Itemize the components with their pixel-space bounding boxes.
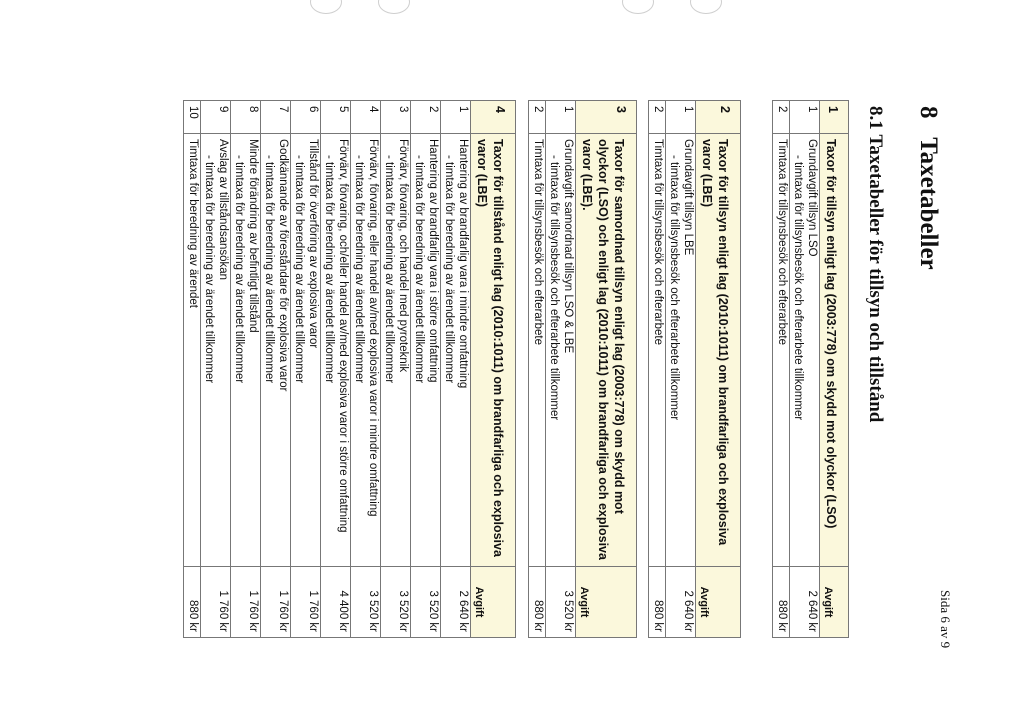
row-fee: 2 640 kr [441,567,471,638]
row-text: Grundavgift tillsyn LSO [806,139,818,257]
row-fee: 1 760 kr [291,567,321,638]
row-note: - timtaxa för beredning av ärendet tillkommer [443,155,456,384]
table-number: 2 [696,101,741,134]
row-note: - timtaxa för beredning av ärendet tillkommer [323,155,336,384]
row-number: 2 [649,101,666,134]
table-row [321,101,351,638]
row-note: - timtaxa för tillsynsbesök och efterarbete tillkommer [792,155,805,421]
row-note: - timtaxa för beredning av ärendet tillkommer [293,155,306,384]
row-text: Timtaxa för beredning av ärendet [187,139,199,308]
row-text: Timtaxa för tillsynsbesök och efterarbete [652,139,664,346]
row-number: 8 [231,101,261,134]
row-description [201,134,231,567]
chapter-number: 8 [915,106,942,119]
section-title: Taxetabeller för tillsyn och tillstånd [865,134,886,423]
chapter-heading [914,106,942,270]
row-number: 3 [381,101,411,134]
row-description [261,134,291,567]
row-number: 6 [291,101,321,134]
table-row [201,101,231,638]
row-text: Timtaxa för tillsynsbesök och efterarbete [776,139,788,346]
table-row [261,101,291,638]
row-note: - timtaxa för beredning av ärendet tillkommer [233,155,246,384]
row-note: - timtaxa för tillsynsbesök och efterarbete tillkommer [668,155,681,421]
row-fee: 880 kr [184,567,201,638]
row-number: 1 [790,101,820,134]
table-title: Taxor för samordnad tillsyn enligt lag (2003:778) om skydd mot olyckor (LSO) och enligt lag (2010:1011) om brandfarliga och explosiva varor (LBE). [576,134,637,567]
row-text: Avslag av tillståndsansökan [217,139,229,281]
table-row [184,101,201,638]
table-row [441,101,471,638]
row-text: Grundavgift tillsyn LBE [682,139,694,256]
row-description [529,134,546,567]
section-heading [864,106,886,422]
row-number: 1 [666,101,696,134]
row-number: 10 [184,101,201,134]
row-text: Hantering av brandfarlig vara i större omfattning [427,139,439,383]
row-fee: 880 kr [529,567,546,638]
row-number: 2 [411,101,441,134]
fee-column-header: Avgift [471,567,516,638]
table-row [411,101,441,638]
row-text: Godkännande av föreståndare för explosiva varor [277,139,289,392]
row-description [441,134,471,567]
row-fee: 1 760 kr [201,567,231,638]
row-text: Förvärv, förvaring, och/eller handel av/med explosiva varor i större omfattning [337,139,349,533]
fee-table [529,100,638,638]
table-number: 4 [471,101,516,134]
table-row [529,101,546,638]
table-title: Taxor för tillsyn enligt lag (2010:1011) om brandfarliga och explosiva varor (LBE) [696,134,741,567]
table-title: Taxor för tillsyn enligt lag (2003:778) om skydd mot olyckor (LSO) [820,134,849,567]
row-number: 2 [773,101,790,134]
row-text: Hantering av brandfarlig vara i mindre omfattning [457,139,469,389]
row-fee: 2 640 kr [666,567,696,638]
row-text: Mindre förändring av befintligt tillstånd [247,139,259,333]
table-header-row [696,101,741,638]
row-fee: 2 640 kr [790,567,820,638]
table-row [649,101,666,638]
row-description [231,134,261,567]
row-fee: 3 520 kr [351,567,381,638]
row-number: 9 [201,101,231,134]
table-header-row [471,101,516,638]
row-fee: 1 760 kr [261,567,291,638]
row-note: - timtaxa för tillsynsbesök och efterarbete tillkommer [548,155,561,421]
row-note: - timtaxa för beredning av ärendet tillkommer [353,155,366,384]
row-description [351,134,381,567]
row-note: - timtaxa för beredning av ärendet tillkommer [263,155,276,384]
fee-column-header: Avgift [576,567,637,638]
row-description [381,134,411,567]
row-number: 1 [546,101,576,134]
table-row [231,101,261,638]
row-note: - timtaxa för beredning av ärendet tillkommer [203,155,216,384]
chapter-title: Taxetabeller [915,137,942,270]
row-description [291,134,321,567]
row-fee: 3 520 kr [411,567,441,638]
row-note: - timtaxa för beredning av ärendet tillkommer [383,155,396,384]
row-note: - timtaxa för beredning av ärendet tillkommer [413,155,426,384]
fee-column-header: Avgift [696,567,741,638]
row-fee: 3 520 kr [546,567,576,638]
table-row [666,101,696,638]
row-number: 1 [441,101,471,134]
row-description [184,134,201,567]
row-description [666,134,696,567]
row-fee: 880 kr [649,567,666,638]
table-number: 1 [820,101,849,134]
fee-table [649,100,742,638]
row-fee: 1 760 kr [231,567,261,638]
row-number: 7 [261,101,291,134]
row-number: 4 [351,101,381,134]
fee-column-header: Avgift [820,567,849,638]
table-row [790,101,820,638]
table-row [351,101,381,638]
table-title: Taxor för tillstånd enligt lag (2010:1011) om brandfarliga och explosiva varor (LBE) [471,134,516,567]
row-description [321,134,351,567]
fee-table [773,100,850,638]
row-description [546,134,576,567]
row-text: Tillstånd för överföring av explosiva varor [307,139,319,349]
row-description [773,134,790,567]
table-row [291,101,321,638]
fee-table [184,100,517,638]
row-description [411,134,441,567]
row-fee: 3 520 kr [381,567,411,638]
table-row [546,101,576,638]
row-text: Förvärv, förvaring, och handel med pyroteknik [397,139,409,373]
table-header-row [820,101,849,638]
table-number: 3 [576,101,637,134]
row-fee: 880 kr [773,567,790,638]
row-text: Grundavgift samordnad tillsyn LSO & LBE [562,139,574,354]
row-text: Timtaxa för tillsynsbesök och efterarbete [532,139,544,346]
row-text: Förvärv, förvaring, eller handel av/med explosiva varor i mindre omfattning [367,139,379,517]
page-number: Sida 6 av 9 [938,590,953,649]
row-description [790,134,820,567]
table-row [381,101,411,638]
row-number: 5 [321,101,351,134]
table-row [773,101,790,638]
row-number: 2 [529,101,546,134]
table-header-row [576,101,637,638]
row-fee: 4 400 kr [321,567,351,638]
section-number: 8.1 [865,106,886,130]
row-description [649,134,666,567]
